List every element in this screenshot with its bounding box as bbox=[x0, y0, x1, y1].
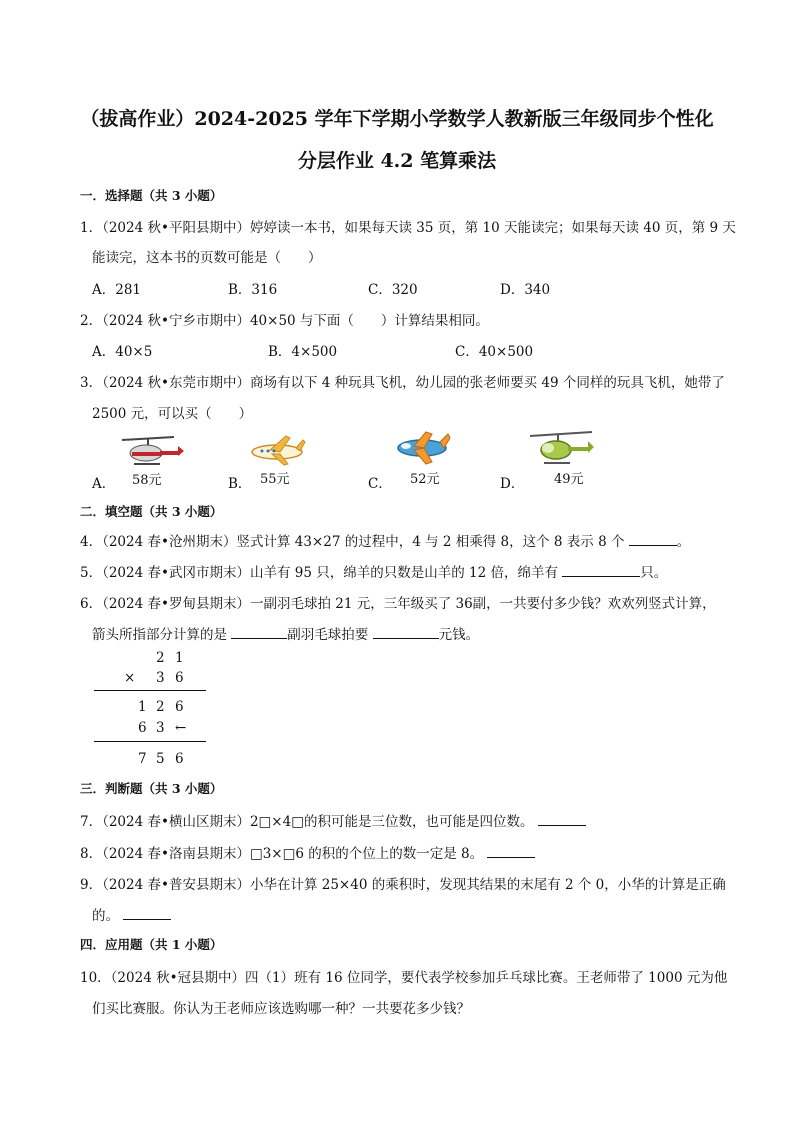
digit: 6 bbox=[138, 720, 147, 736]
multiply-sign: × bbox=[124, 670, 136, 686]
answer-blank[interactable] bbox=[538, 813, 586, 826]
q3-price-b: 55元 bbox=[260, 472, 290, 487]
q3-option-c: C． bbox=[368, 476, 392, 492]
question-10-line1: 10．（2024 秋•冠县期中）四（1）班有 16 位同学，要代表学校参加乒乓球比赛。王老师带了 1000 元为他 bbox=[80, 970, 728, 986]
divider-line bbox=[94, 690, 206, 691]
digit: 7 bbox=[138, 751, 147, 767]
question-6-line1: 6．（2024 春•罗甸县期末）一副羽毛球拍 21 元，三年级买了 36副，一共要付多少钱？欢欢列竖式计算， bbox=[80, 596, 716, 612]
digit: 2 bbox=[156, 699, 165, 715]
question-9-line2: 的。 bbox=[92, 904, 171, 924]
q3-price-d: 49元 bbox=[554, 472, 584, 487]
answer-blank[interactable] bbox=[231, 626, 287, 639]
digit: 6 bbox=[175, 751, 184, 767]
q3-option-d: D． bbox=[500, 476, 525, 492]
section-heading-fill: 二．填空题（共 3 小题） bbox=[80, 504, 223, 519]
q1-option-c: C．320 bbox=[368, 282, 418, 298]
q3-price-c: 52元 bbox=[410, 472, 440, 487]
digit: 1 bbox=[175, 650, 184, 666]
q1-option-d: D．340 bbox=[500, 282, 551, 298]
q3-price-a: 58元 bbox=[132, 473, 162, 488]
digit: 1 bbox=[138, 699, 147, 715]
q3-option-a: A． bbox=[92, 476, 116, 492]
question-5: 5．（2024 春•武冈市期末）山羊有 95 只，绵羊的只数是山羊的 12 倍，绵羊有 只。 bbox=[80, 565, 668, 581]
question-3-line2: 2500 元，可以买（ ） bbox=[92, 406, 253, 422]
q3-option-b: B． bbox=[228, 476, 252, 492]
helicopter-icon bbox=[116, 434, 188, 468]
airplane-icon bbox=[250, 432, 306, 468]
digit: 6 bbox=[175, 699, 184, 715]
helicopter-icon bbox=[526, 430, 598, 468]
q1-option-b: B．316 bbox=[228, 282, 278, 298]
digit: 5 bbox=[156, 751, 165, 767]
question-1-line1: 1．（2024 秋•平阳县期中）婷婷读一本书，如果每天读 35 页，第 10 天能读完；如果每天读 40 页，第 9 天 bbox=[80, 220, 736, 236]
divider-line bbox=[94, 741, 206, 742]
document-title-line2: 分层作业 4.2 笔算乘法 bbox=[297, 150, 497, 172]
question-6-line2: 箭头所指部分计算的是 副羽毛球拍要 元钱。 bbox=[92, 627, 480, 643]
arrow-left-icon: ← bbox=[175, 720, 187, 736]
section-heading-judge: 三．判断题（共 3 小题） bbox=[80, 781, 223, 796]
digit: 3 bbox=[156, 720, 165, 736]
question-10-line2: 们买比赛服。你认为王老师应该选购哪一种？一共要花多少钱？ bbox=[92, 1001, 470, 1017]
digit: 6 bbox=[175, 670, 184, 686]
answer-blank[interactable] bbox=[487, 845, 535, 858]
digit: 3 bbox=[156, 670, 165, 686]
question-2-line1: 2．（2024 秋•宁乡市期中）40×50 与下面（ ）计算结果相同。 bbox=[80, 313, 489, 329]
q1-option-a: A．281 bbox=[92, 282, 142, 298]
question-4: 4．（2024 春•沧州期末）竖式计算 43×27 的过程中，4 与 2 相乘得 8，这个 8 表示 8 个 。 bbox=[80, 534, 691, 550]
jet-icon bbox=[394, 430, 452, 466]
digit: 2 bbox=[156, 650, 165, 666]
question-1-line2: 能读完，这本书的页数可能是（ ） bbox=[92, 250, 322, 266]
section-heading-choice: 一．选择题（共 3 小题） bbox=[80, 188, 223, 203]
question-9-line1: 9．（2024 春•普安县期末）小华在计算 25×40 的乘积时，发现其结果的末尾有 2 个 0，小华的计算是正确 bbox=[80, 877, 726, 893]
question-8: 8．（2024 春•洛南县期末）□3×□6 的积的个位上的数一定是 8。 bbox=[80, 842, 535, 862]
section-heading-application: 四．应用题（共 1 小题） bbox=[80, 937, 223, 952]
q2-option-b: B．4×500 bbox=[268, 344, 338, 360]
document-title-line1: （拔高作业）2024-2025 学年下学期小学数学人教新版三年级同步个性化 bbox=[80, 108, 714, 130]
answer-blank[interactable] bbox=[373, 626, 439, 639]
question-7: 7．（2024 春•横山区期末）2□×4□的积可能是三位数，也可能是四位数。 bbox=[80, 810, 586, 830]
q2-option-a: A．40×5 bbox=[92, 344, 153, 360]
q2-option-c: C．40×500 bbox=[455, 344, 534, 360]
question-3-line1: 3．（2024 秋•东莞市期中）商场有以下 4 种玩具飞机，幼儿园的张老师要买 49 个同样的玩具飞机，她带了 bbox=[80, 375, 725, 391]
answer-blank[interactable] bbox=[629, 533, 677, 546]
answer-blank[interactable] bbox=[123, 907, 171, 920]
answer-blank[interactable] bbox=[562, 564, 640, 577]
